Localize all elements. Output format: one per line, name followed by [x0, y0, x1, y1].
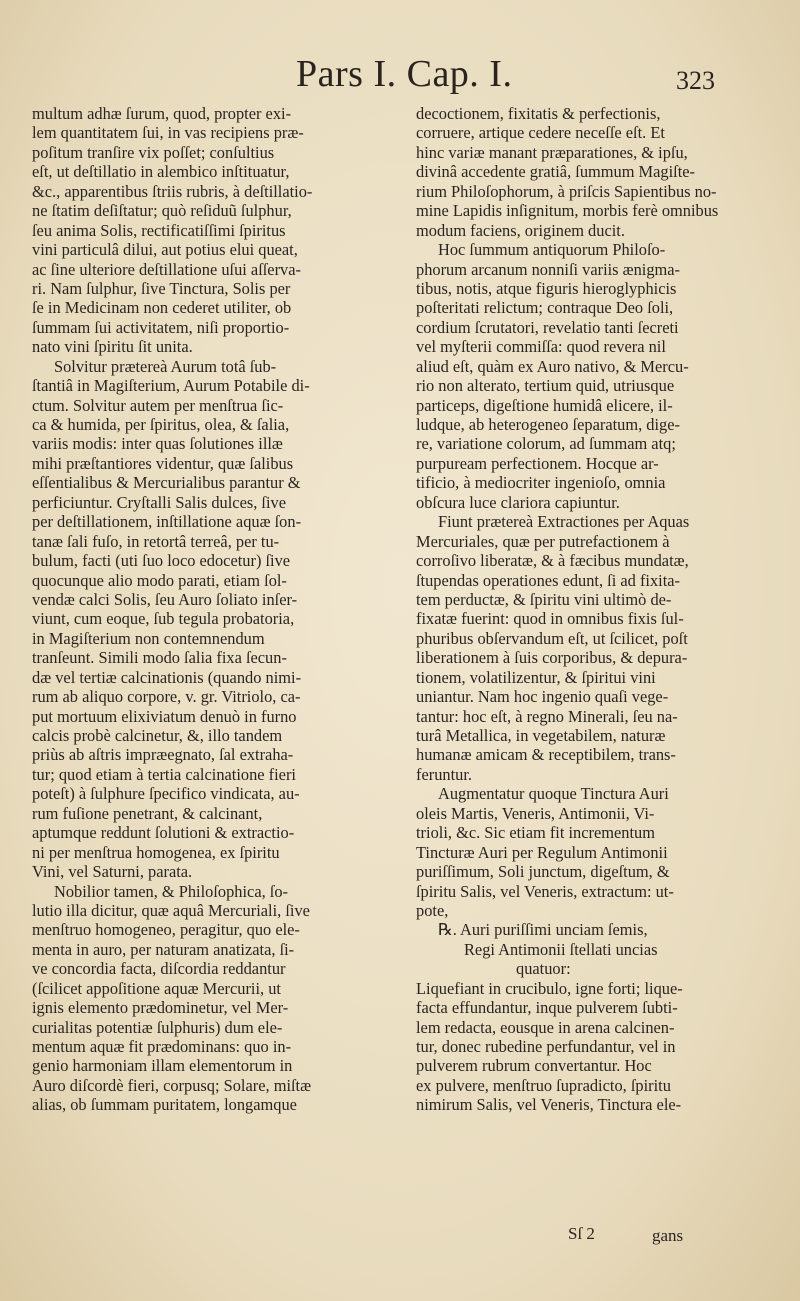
- text-line: &c., apparentibus ſtriis rubris, à deſtillatio-: [32, 181, 313, 201]
- text-line: cordium ſcrutatori, revelatio tanti ſecreti: [416, 317, 679, 337]
- text-line: divinâ accedente gratiâ, ſummum Magiſte-: [416, 162, 695, 182]
- text-line: poſteritati relictum; contraque Deo ſoli,: [416, 298, 674, 318]
- text-line: oleis Martis, Veneris, Antimonii, Vi-: [416, 803, 655, 823]
- text-line: pulverem rubrum convertantur. Hoc: [416, 1056, 652, 1076]
- text-line: quocunque alio modo parati, etiam ſol-: [32, 570, 287, 590]
- text-line: in Magiſterium non contemnendum: [32, 628, 265, 648]
- text-line: rum ab aliquo corpore, v. gr. Vitriolo, ca-: [32, 687, 301, 707]
- page-number: 323: [676, 66, 715, 95]
- paragraph-start-line: Solvitur prætereà Aurum totâ ſub-: [54, 356, 277, 376]
- text-line: phorum arcanum nonniſi variis ænigma-: [416, 259, 681, 279]
- text-line: rum fuſione penetrant, & calcinant,: [32, 803, 263, 823]
- text-line: corroſivo liberatæ, & à fæcibus mundatæ,: [416, 551, 689, 571]
- text-line: tantur: hoc eſt, à regno Minerali, ſeu na-: [416, 706, 678, 726]
- text-line: trioli, &c. Sic etiam fit incrementum: [416, 823, 655, 843]
- text-line: humanæ amicam & receptibilem, trans-: [416, 745, 676, 765]
- text-line: tur; quod etiam à tertia calcinatione fieri: [32, 764, 296, 784]
- text-line: tranſeunt. Simili modo ſalia fixa ſecun-: [32, 648, 287, 668]
- text-line: ni per menſtrua homogenea, ex ſpiritu: [32, 842, 280, 862]
- text-line: puriſſimum, Soli junctum, digeſtum, &: [416, 862, 670, 882]
- text-line: mihi præſtantiores videntur, quæ ſalibus: [32, 453, 294, 473]
- text-line: facta effundantur, inque pulverem ſubti-: [416, 998, 678, 1018]
- text-line: lutio illa dicitur, quæ aquâ Mercuriali, ſive: [32, 900, 310, 920]
- text-line: eſt, ut deſtillatio in alembico inſtituatur,: [32, 162, 290, 182]
- text-line: pote,: [416, 900, 449, 920]
- text-line: mentum aquæ fit prædominans: quo in-: [32, 1037, 292, 1056]
- text-line: obſcura luce clariora capiuntur.: [416, 492, 620, 512]
- text-line: lem quantitatem ſui, in vas recipiens præ-: [32, 123, 304, 143]
- text-line: purpuream perfectionem. Hocque ar-: [416, 453, 659, 473]
- signature-mark: Sſ 2: [568, 1224, 595, 1243]
- paragraph-start-line: Augmentatur quoque Tinctura Auri: [438, 784, 669, 804]
- text-line: menta in auro, per naturam anatizata, ſi-: [32, 939, 295, 959]
- text-line: tur, donec rubedine perfundantur, vel in: [416, 1037, 676, 1056]
- text-line: tem perductæ, & ſpiritu vini ultimò de-: [416, 589, 672, 609]
- text-line: ex pulvere, menſtruo ſupradicto, ſpiritu: [416, 1075, 671, 1095]
- text-line: ſpiritu Salis, vel Veneris, extractum: ut-: [416, 881, 674, 901]
- text-line: Mercuriales, quæ per putrefactionem à: [416, 531, 670, 551]
- right-text-column: [416, 104, 719, 1115]
- text-line: calcis probè calcinetur, &, illo tandem: [32, 726, 283, 745]
- text-line: ignis elemento prædominetur, vel Mer-: [32, 998, 289, 1018]
- text-line: tionem, volatilizentur, & ſpiritui vini: [416, 667, 656, 687]
- text-line: perficiuntur. Cryſtalli Salis dulces, ſive: [32, 492, 287, 512]
- text-line: ſeu anima Solis, rectificatiſſimi ſpiritus: [32, 220, 286, 240]
- text-line: Liquefiant in crucibulo, igne forti; lique-: [416, 978, 683, 998]
- text-line: ſtantiâ in Magiſterium, Aurum Potabile di-: [32, 376, 310, 396]
- text-line: Tincturæ Auri per Regulum Antimonii: [416, 842, 668, 862]
- text-line: dæ vel tertiæ calcinationis (quando nimi-: [32, 667, 302, 687]
- text-line: tibus, notis, atque figuris hieroglyphicis: [416, 278, 677, 298]
- text-line: poteſt) à ſulphure ſpecifico vindicata, au-: [32, 784, 300, 804]
- text-line: vini particulâ dilui, aut potius elui queat,: [32, 240, 298, 260]
- page-header: [0, 52, 800, 100]
- paragraph-start-line: Nobilior tamen, & Philoſophica, ſo-: [54, 881, 288, 901]
- text-line: tanæ ſali fuſo, in retortâ terreâ, per tu-: [32, 531, 280, 551]
- text-line: ludque, ab heterogeneo ſeparatum, dige-: [416, 415, 680, 434]
- text-line: poſitum tranſire vix poſſet; conſultius: [32, 142, 275, 162]
- text-line: ne ſtatim deſiſtatur; quò reſiduũ ſulphur,: [32, 201, 292, 221]
- text-line: vel myſterii commiſſa: quod revera nil: [416, 337, 666, 357]
- text-line: alias, ob ſummam puritatem, longamque: [32, 1095, 297, 1115]
- text-line: genio harmoniam illam elementorum in: [32, 1056, 293, 1076]
- text-line: menſtruo homogeneo, peragitur, quo ele-: [32, 920, 300, 940]
- text-line: aliud eſt, quàm ex Auro nativo, & Mercu-: [416, 356, 689, 376]
- text-line: fixatæ fuerint: quod in omnibus fixis ſul-: [416, 609, 684, 629]
- text-line: priùs ab aſtris impræegnato, ſal extraha-: [32, 745, 294, 765]
- text-line: feruntur.: [416, 764, 472, 784]
- text-line: liberationem à ſuis corporibus, & depura-: [416, 648, 688, 668]
- running-title: Pars I. Cap. I.: [296, 53, 513, 95]
- text-line: nimirum Salis, vel Veneris, Tinctura ele-: [416, 1095, 682, 1115]
- text-line: bulum, facti (uti ſuo loco edocetur) ſive: [32, 551, 291, 571]
- text-line: per deſtillationem, inſtillatione aquæ ſon-: [32, 512, 302, 532]
- text-line: aptumque reddunt ſolutioni & extractio-: [32, 823, 295, 843]
- recipe-line: Regi Antimonii ſtellati uncias: [464, 939, 658, 959]
- text-line: variis modis: inter quas ſolutiones illæ: [32, 434, 283, 454]
- text-line: put mortuum elixiviatum denuò in furno: [32, 706, 297, 726]
- text-line: (ſcilicet appoſitione aquæ Mercurii, ut: [32, 978, 281, 998]
- text-line: eſſentialibus & Mercurialibus parantur &: [32, 473, 301, 493]
- left-text-column: [32, 104, 384, 1115]
- text-line: ac ſine ulteriore deſtillatione uſui aſſerva-: [32, 259, 301, 279]
- text-line: rio non alterato, tertium quid, utriusque: [416, 376, 675, 396]
- text-line: ſummam ſui activitatem, niſi proportio-: [32, 317, 290, 337]
- text-line: ve concordia facta, diſcordia reddantur: [32, 959, 286, 979]
- text-line: ca & humida, per ſpiritus, olea, & ſalia,: [32, 415, 290, 434]
- text-line: lem redacta, eousque in arena calcinen-: [416, 1017, 675, 1037]
- paragraph-start-line: Fiunt prætereà Extractiones per Aquas: [438, 512, 690, 532]
- text-line: Auro diſcordè fieri, corpusq; Solare, miſtæ: [32, 1075, 312, 1095]
- text-line: ctum. Solvitur autem per menſtrua ſic-: [32, 395, 284, 415]
- text-line: nato vini ſpiritu ſit unita.: [32, 337, 193, 357]
- text-line: viunt, cum eoque, ſub tegula probatoria,: [32, 609, 295, 629]
- text-line: Vini, vel Saturni, parata.: [32, 862, 193, 882]
- text-line: curialitas potentiæ ſulphuris) dum ele-: [32, 1017, 283, 1037]
- text-line: vendæ calci Solis, ſeu Auro ſoliato inſer-: [32, 589, 298, 609]
- text-line: corruere, artique cedere neceſſe eſt. Et: [416, 123, 665, 143]
- text-line: turâ Metallica, in vegetabilem, naturæ: [416, 726, 666, 745]
- text-line: decoctionem, fixitatis & perfectionis,: [416, 104, 661, 123]
- text-line: multum adhæ ſurum, quod, propter exi-: [32, 104, 292, 123]
- page-footer: [544, 1224, 714, 1250]
- text-line: particeps, digeſtione humidâ elicere, il-: [416, 395, 673, 415]
- text-line: re, variatione colorum, ad ſummam atq;: [416, 434, 676, 454]
- text-line: uniantur. Nam hoc ingenio quaſi vege-: [416, 687, 669, 707]
- text-line: rium Philoſophorum, à priſcis Sapientibus no-: [416, 181, 717, 201]
- paragraph-start-line: Hoc ſummum antiquorum Philoſo-: [438, 240, 666, 260]
- catchword: gans: [652, 1226, 684, 1245]
- text-line: mine Lapidis inſignitum, morbis ferè omnibus: [416, 201, 719, 221]
- text-line: tificio, à mediocriter ingenioſo, omnia: [416, 473, 666, 493]
- text-line: modum faciens, originem ducit.: [416, 220, 625, 240]
- text-line: ſtupendas operationes edunt, ſi ad fixita-: [416, 570, 680, 590]
- text-line: ri. Nam ſulphur, ſive Tinctura, Solis per: [32, 278, 291, 298]
- text-line: hinc variæ manant præparationes, & ipſu,: [416, 142, 688, 162]
- recipe-line: ℞. Auri puriſſimi unciam ſemis,: [438, 920, 648, 940]
- text-line: phuribus obſervandum eſt, ut ſcilicet, poſt: [416, 628, 688, 648]
- recipe-line: quatuor:: [516, 959, 571, 979]
- text-line: ſe in Medicinam non cederet utiliter, ob: [32, 298, 292, 318]
